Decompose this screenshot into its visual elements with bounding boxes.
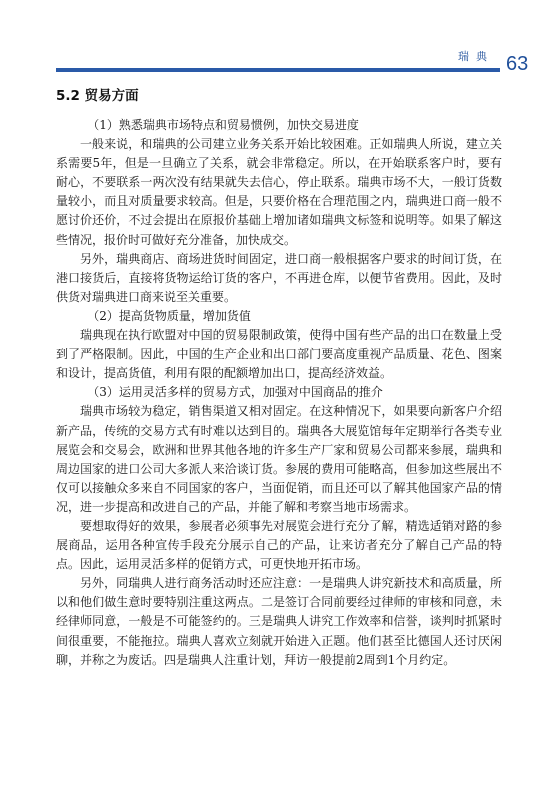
body-text [56,116,502,670]
running-header-country: 瑞典 [458,50,494,63]
subheading-2: （2）提高货物质量，增加货值 [87,308,251,323]
paragraph: 另外，同瑞典人进行商务活动时还应注意：一是瑞典人讲究新技术和高质量，所以和他们做生意时要特别注重这两点。二是签订合同前要经过律师的审核和同意，未经律师同意，一般是不可能签约的。三是瑞典人讲究工作效率和信誉，谈判时抓紧时间很重要，不能拖拉。瑞典人喜欢立刻就开始进入正题。他们甚至比德国人还讨厌闲聊，并称之为废话。四是瑞典人注重计划，拜访一般提前2周到1个月约定。 [56,576,502,667]
section-heading: 5.2 贸易方面 [56,88,139,104]
paragraph: 要想取得好的效果，参展者必须事先对展览会进行充分了解，精选适销对路的参展商品，运用各种宣传手段充分展示自己的产品，让来访者充分了解自己产品的特点。因此，运用灵活多样的促销方式，可更快地开拓市场。 [56,518,502,572]
paragraph: 一般来说，和瑞典的公司建立业务关系开始比较困难。正如瑞典人所说，建立关系需要5年，但是一旦确立了关系，就会非常稳定。所以，在开始联系客户时，要有耐心，不要联系一两次没有结果就失去信心，停止联系。瑞典市场不大，一般订货数量较小，而且对质量要求较高。但是，只要价格在合理范围之内，瑞典进口商一般不愿讨价还价，不过会提出在原报价基础上增加诸如瑞典文标签和说明等。如果了解这些情况，报价时可做好充分准备，加快成交。 [56,137,502,247]
header-rule [56,68,500,72]
paragraph: 瑞典市场较为稳定，销售渠道又相对固定。在这种情况下，如果要向新客户介绍新产品，传统的交易方式有时难以达到目的。瑞典各大展览馆每年定期举行各类专业展览会和交易会，欧洲和世界其他各地的许多生产厂家和贸易公司都来参展，瑞典和周边国家的进口公司大多派人来洽谈订货。参展的费用可能略高，但参加这些展出不仅可以接触众多来自不同国家的客户，当面促销，而且还可以了解其他国家产品的情况，进一步提高和改进自己的产品，并能了解和考察当地市场需求。 [56,404,502,514]
page-number: 63 [506,53,529,75]
paragraph: 瑞典现在执行欧盟对中国的贸易限制政策，使得中国有些产品的出口在数量上受到了严格限制。因此，中国的生产企业和出口部门要高度重视产品质量、花色、图案和设计，提高货值，利用有限的配额增加出口，提高经济效益。 [56,328,502,381]
subheading-3: （3）运用灵活多样的贸易方式，加强对中国商品的推介 [87,385,383,400]
paragraph: 另外，瑞典商店、商场进货时间固定，进口商一般根据客户要求的时间订货，在港口接货后，直接将货物运给订货的客户，不再进仓库，以便节省费用。因此，及时供货对瑞典进口商来说至关重要。 [56,251,502,304]
subheading-1: （1）熟悉瑞典市场特点和贸易惯例，加快交易进度 [87,118,359,132]
